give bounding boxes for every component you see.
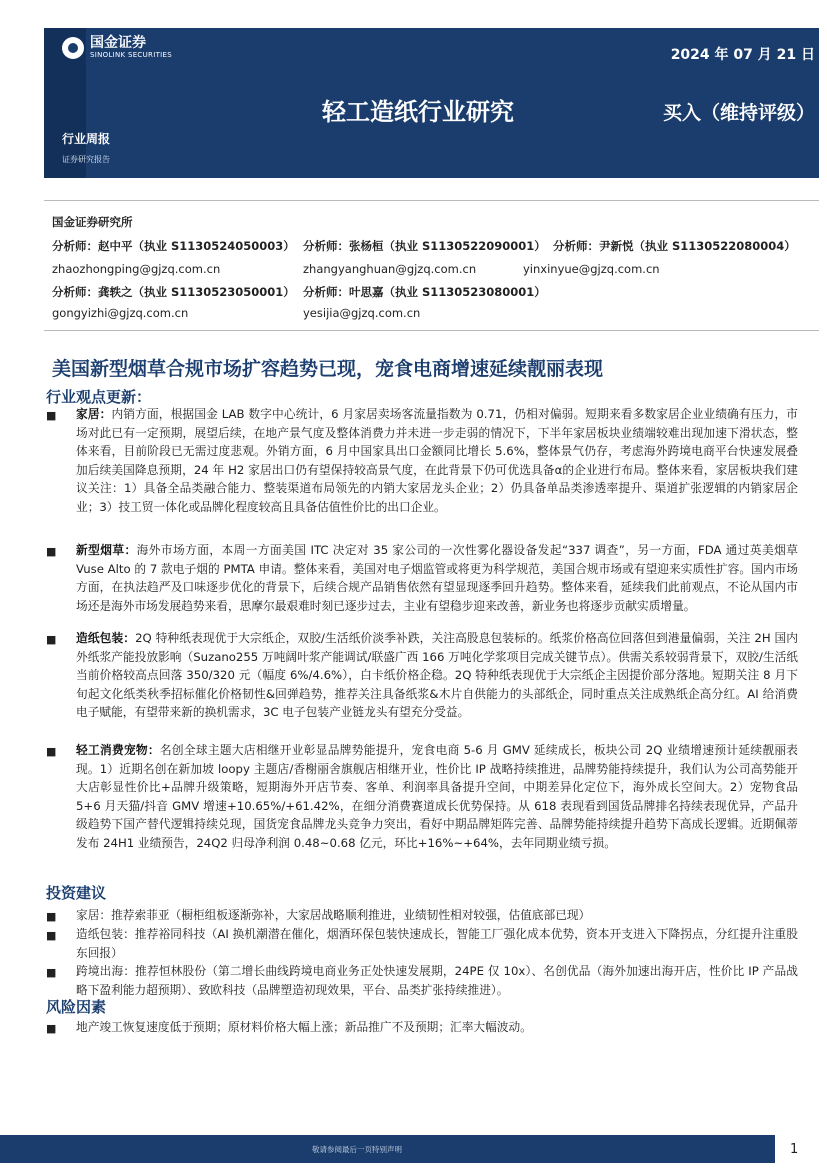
analyst-name: 分析师：叶思嘉（执业 S1130523080001） xyxy=(303,285,546,299)
main-title: 美国新型烟草合规市场扩容趋势已现，宠食电商增速延续靓丽表现 xyxy=(52,358,604,380)
point-text: 名创全球主题大店相继开业彰显品牌势能提升，宠食电商 5-6 月 GMV 延续成长，板块公司 2Q 业绩增速预计延续靓丽表现。1）近期名创在新加坡 loopy 主题店/香榭丽舍旗舰店相继开业，性价比 IP 战略持续推进，品牌势能持续提升，我们认为公司高势能开大店彰显性价比+品牌升级策略，短期海外开店节奏、客单、利润率具备提升空间，中期差异化定位下，海外成长空间大。2）宠物食品 5+6 月天猫/抖音 GMV 增速+10.65%/+61.42%，在细分消费赛道成长优势保持。从 618 表现看到国货品牌排名持续表现优异，产品升级趋势下国产替代逻辑持续兑现，国货宠食品牌龙头竞争力突出，看好中期品牌矩阵完善、品牌势能持续提升趋势下高成长逻辑。近期佩蒂发布 24H1 业绩预告，24Q2 归母净利润 0.48~0.68 亿元，环比+16%~+64%，去年同期业绩亏损。 xyxy=(76,743,798,850)
page-number: 1 xyxy=(790,1142,799,1157)
bullet-icon: ■ xyxy=(46,1022,57,1035)
analyst-name: 分析师：赵中平（执业 S1130524050003） xyxy=(52,239,295,253)
report-type: 行业周报 xyxy=(62,132,111,146)
bullet-icon: ■ xyxy=(46,409,57,422)
footer-bar xyxy=(0,1135,775,1163)
logo-mark-icon xyxy=(62,37,84,59)
bullet-icon: ■ xyxy=(46,545,57,558)
section-title-industry: 行业观点更新： xyxy=(46,388,152,406)
point-label: 家居： xyxy=(76,407,112,421)
point-text: 2Q 特种纸表现优于大宗纸企，双胶/生活纸价淡季补跌，关注高股息包装标的。纸浆价格高位回落但到港量偏弱，关注 2H 国内外纸浆产能投放影响（Suzano255 万吨阔叶浆产能调试/联盛广西 166 万吨化学浆项目完成关键节点）。供需关系较弱背景下，双胶/生活纸当前价格较高点回落 350/320 元（幅度 6%/4.6%），白卡纸价格企稳。2Q 特种纸表现优于大宗纸企主因提价部分落地。短期关注 8 月下旬起文化纸类秋季招标催化价格韧性&回弹趋势，推荐关注具备纸浆&木片自供能力的头部纸企，同时重点关注成熟纸企高分红。AI 给消费电子赋能，有望带来新的换机需求，3C 电子包装产业链龙头有望充分受益。 xyxy=(76,631,798,720)
divider xyxy=(44,330,819,331)
analyst-name: 分析师：尹新悦（执业 S1130522080004） xyxy=(553,239,796,253)
bullet-icon: ■ xyxy=(46,966,57,979)
analyst-email[interactable]: zhangyanghuan@gjzq.com.cn xyxy=(303,262,477,276)
point-label: 轻工消费宠物： xyxy=(76,743,160,757)
bullet-icon: ■ xyxy=(46,633,57,646)
report-subtitle: 证券研究报告 xyxy=(62,155,110,164)
bullet-icon: ■ xyxy=(46,910,57,923)
report-title: 轻工造纸行业研究 xyxy=(322,98,514,126)
rating: 买入（维持评级） xyxy=(662,102,815,124)
analyst-email[interactable]: gongyizhi@gjzq.com.cn xyxy=(52,306,189,320)
analyst-name: 分析师：张杨桓（执业 S1130522090001） xyxy=(303,239,546,253)
point-text: 海外市场方面，本周一方面美国 ITC 决定对 35 家公司的一次性雾化器设备发起“337 调查”，另一方面，FDA 通过英美烟草 Vuse Alto 的 7 款电子烟的 PMTA 申请。整体来看，美国对电子烟监管或将更为科学规范，美国合规市场或有望迎来实质性扩容。国内市场方面，在执法趋严及口味逐步优化的背景下，后续合规产品销售依然有望显现逐季回升趋势。整体来看，延续我们此前观点，不论从国内市场还是海外市场发展趋势来看，思摩尔最艰难时刻已逐步过去，主业有望稳步迎来改善，新业务也将逐步贡献实质增量。 xyxy=(76,543,798,613)
section-title-advice: 投资建议 xyxy=(46,884,107,902)
point-label: 新型烟草： xyxy=(76,543,137,557)
analyst-email[interactable]: yesijia@gjzq.com.cn xyxy=(303,306,421,320)
advice-item: 跨境出海：推荐恒林股份（第二增长曲线跨境电商业务正处快速发展期，24PE 仅 10x）、名创优品（海外加速出海开店，性价比 IP 产品战略下盈利能力超预期）、致欧科技（品牌塑造初现效果，平台、品类扩张持续推进）。 xyxy=(76,964,798,997)
point-paper xyxy=(76,629,798,722)
report-date: 2024 年 07 月 21 日 xyxy=(670,47,815,63)
section-title-risk: 风险因素 xyxy=(46,998,107,1016)
logo-en: SINOLINK SECURITIES xyxy=(90,51,172,59)
divider xyxy=(44,200,819,201)
point-label: 造纸包装： xyxy=(76,631,136,645)
point-consumer xyxy=(76,741,798,853)
logo-cn: 国金证券 xyxy=(90,35,146,51)
advice-item: 造纸包装：推荐裕同科技（AI 换机潮潜在催化，烟酒环保包装快速成长，智能工厂强化成本优势，资本开支进入下降拐点，分红提升注重股东回报） xyxy=(76,927,798,960)
risk-item: 地产竣工恢复速度低于预期；原材料价格大幅上涨；新品推广不及预期；汇率大幅波动。 xyxy=(76,1020,532,1034)
footer-disclaimer[interactable]: 敬请参阅最后一页特别声明 xyxy=(312,1145,402,1154)
bullet-icon: ■ xyxy=(46,929,57,942)
company-logo xyxy=(62,36,172,59)
point-home xyxy=(76,405,798,517)
advice-item: 家居：推荐索菲亚（橱柜组板逐渐弥补，大家居战略顺利推进，业绩韧性相对较强，估值底部已现） xyxy=(76,908,591,922)
analyst-email[interactable]: zhaozhongping@gjzq.com.cn xyxy=(52,262,221,276)
analyst-name: 分析师：龚轶之（执业 S1130523050001） xyxy=(52,285,295,299)
institute: 国金证券研究所 xyxy=(52,215,133,229)
bullet-icon: ■ xyxy=(46,745,57,758)
point-tobacco xyxy=(76,541,798,615)
point-text: 内销方面，根据国金 LAB 数字中心统计，6 月家居卖场客流量指数为 0.71，仍相对偏弱。短期来看多数家居企业业绩确有压力，市场对此已有一定预期，展望后续，在地产景气度及整体消费力并未进一步走弱的情况下，下半年家居板块业绩端较难出现加速下滑状态，整体来看，目前阶段已无需过度悲观。外销方面，6 月中国家具出口金额同比增长 5.6%，整体景气仍存，考虑海外跨境电商平台快速发展叠加后续美国降息预期，24 年 H2 家居出口仍有望保持较高景气度，在此背景下仍可优选具备α的企业进行布局。整体来看，家居板块我们建议关注：1）具备全品类融合能力、整装渠道布局领先的内销大家居龙头企业；2）仍具备单品类渗透率提升、渠道扩张逻辑的内销家居企业；3）技工贸一体化或品牌化程度较高且具备估值性价比的出口企业。 xyxy=(76,407,798,514)
analyst-email[interactable]: yinxinyue@gjzq.com.cn xyxy=(523,262,660,276)
